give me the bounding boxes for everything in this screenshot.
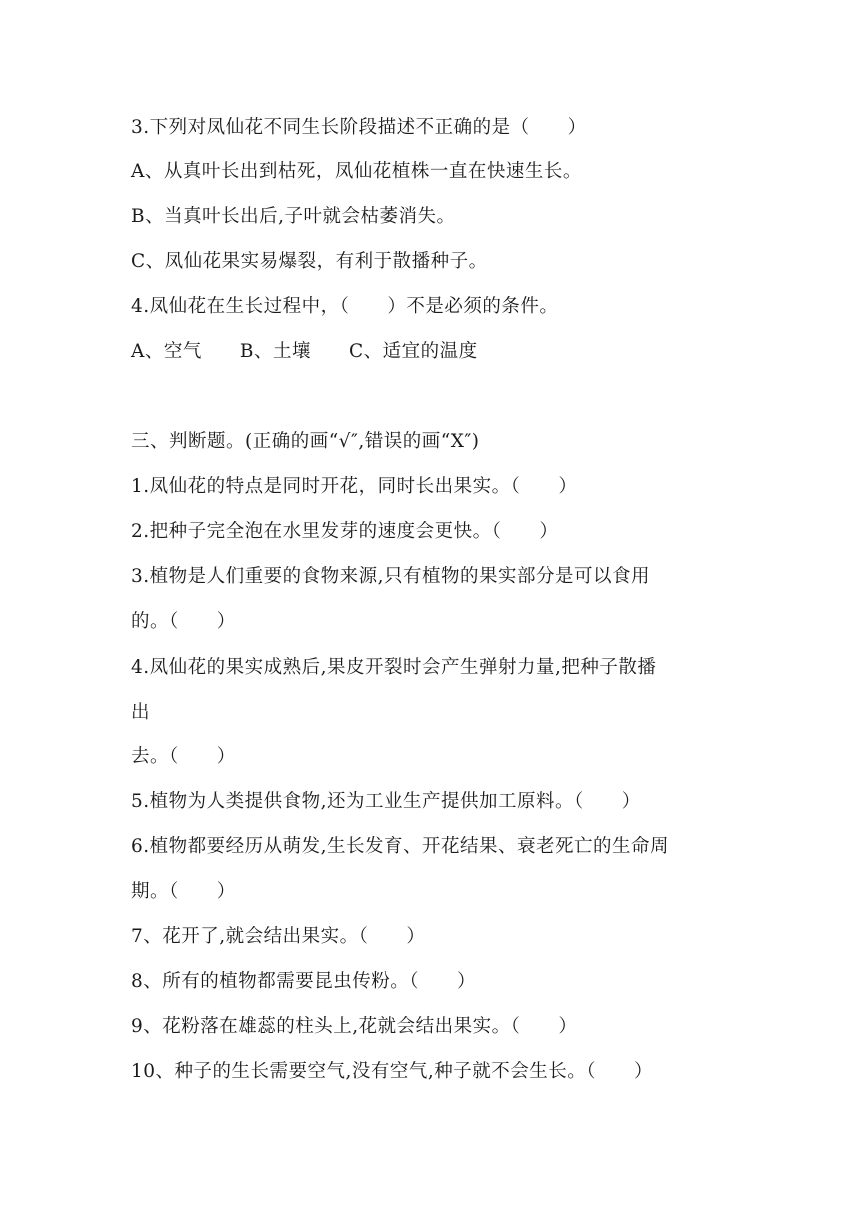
judgment-item: 2.把种子完全泡在水里发芽的速度会更快。（ ） (131, 521, 559, 542)
question-4-stem: 4.凤仙花在生长过程中，（ ）不是必须的条件。 (131, 296, 559, 317)
question-3-option-a: A、从真叶长出到枯死，凤仙花植株一直在快速生长。 (131, 161, 582, 182)
judgment-item: 7、花开了,就会结出果实。（ ） (131, 926, 426, 947)
question-4-options: A、空气 B、土壤 C、适宜的温度 (131, 341, 478, 362)
judgment-item: 9、花粉落在雄蕊的柱头上,花就会结出果实。（ ） (131, 1016, 578, 1037)
judgment-item-continued: 期。（ ） (131, 881, 236, 902)
judgment-item: 6.植物都要经历从萌发,生长发育、开花结果、衰老死亡的生命周 (131, 836, 670, 857)
question-3-option-b: B、当真叶长出后,子叶就会枯萎消失。 (131, 206, 456, 227)
judgment-item: 5.植物为人类提供食物,还为工业生产提供加工原料。（ ） (131, 791, 641, 812)
judgment-item: 4.凤仙花的果实成熟后,果皮开裂时会产生弹射力量,把种子散播 (131, 657, 657, 678)
section-3-heading: 三、判断题。(正确的画“√″,错误的画“X″) (131, 431, 480, 452)
judgment-item: 8、所有的植物都需要昆虫传粉。（ ） (131, 971, 477, 992)
judgment-item-continued: 出 (131, 702, 151, 723)
judgment-item: 10、种子的生长需要空气,没有空气,种子就不会生长。（ ） (131, 1061, 654, 1082)
question-3-stem: 3.下列对凤仙花不同生长阶段描述不正确的是（ ） (131, 117, 587, 138)
judgment-item: 1.凤仙花的特点是同时开花，同时长出果实。（ ） (131, 476, 578, 497)
judgment-item: 3.植物是人们重要的食物来源,只有植物的果实部分是可以食用 (131, 566, 651, 587)
judgment-item-continued: 的。（ ） (131, 611, 236, 632)
judgment-item-continued: 去。（ ） (131, 746, 236, 767)
question-3-option-c: C、凤仙花果实易爆裂，有利于散播种子。 (131, 251, 488, 272)
